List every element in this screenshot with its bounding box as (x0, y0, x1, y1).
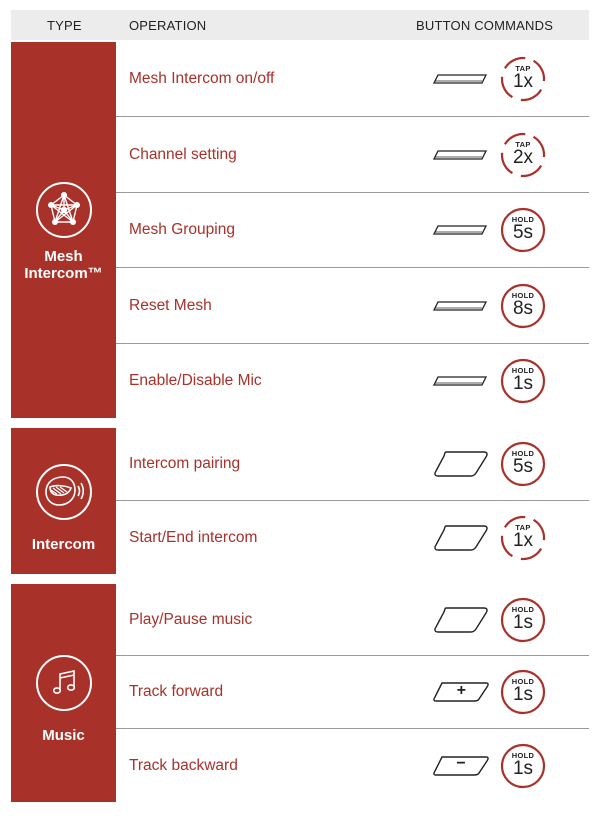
large-button-icon (432, 524, 490, 552)
header-operation: OPERATION (129, 18, 207, 33)
type-cell-mesh (11, 42, 116, 418)
badge-value: 5s (512, 456, 534, 477)
tap-badge (500, 56, 546, 102)
header-button-commands: BUTTON COMMANDS (416, 18, 554, 33)
operations-intercom (116, 428, 589, 574)
hold-badge (500, 743, 546, 789)
operation-label: Channel setting (129, 145, 237, 163)
hold-badge (500, 669, 546, 715)
operation-label: Track forward (129, 683, 224, 700)
badge-action: TAP (515, 64, 531, 73)
operation-label: Enable/Disable Mic (129, 372, 262, 389)
table-row (116, 584, 589, 656)
plus-symbol: + (456, 682, 466, 699)
mesh-network-icon (36, 182, 92, 238)
type-label-music (11, 727, 116, 744)
operation-label: Track backward (129, 756, 238, 774)
badge-value: 1s (512, 684, 534, 705)
section-intercom (11, 428, 589, 574)
badge-value: 1s (512, 373, 534, 394)
badge-action: HOLD (511, 366, 535, 375)
operation-label: Intercom pairing (129, 455, 241, 472)
table-row (116, 42, 589, 117)
operations-music (116, 584, 589, 802)
badge-value: 8s (512, 297, 534, 319)
table-row (116, 117, 589, 193)
table-row (116, 501, 589, 574)
flat-button-icon (432, 375, 488, 387)
hold-badge (500, 358, 546, 404)
type-label-line1: Music (42, 727, 85, 744)
music-note-icon (36, 655, 92, 711)
helmet-intercom-icon (36, 464, 92, 520)
table-row (116, 268, 589, 344)
operations-mesh (116, 42, 589, 418)
badge-value: 5s (512, 222, 534, 243)
large-button-icon (432, 450, 490, 478)
badge-value: 1s (512, 611, 534, 633)
table-row (116, 656, 589, 729)
badge-action: TAP (515, 139, 531, 149)
plus-button-icon (432, 681, 490, 703)
flat-button-icon (432, 73, 488, 85)
type-label-line1: Mesh (44, 248, 83, 265)
minus-button-icon (432, 755, 490, 777)
table-row (116, 193, 589, 268)
table-row (116, 729, 589, 802)
flat-button-icon (432, 149, 488, 161)
section-music (11, 584, 589, 802)
table-row (116, 428, 589, 501)
badge-value: 2x (512, 146, 534, 168)
operation-label: Start/End intercom (129, 528, 258, 546)
type-label-line1: Intercom (31, 536, 96, 553)
operation-label: Mesh Grouping (129, 221, 235, 238)
type-label-intercom (11, 536, 116, 553)
hold-badge (500, 283, 546, 329)
operation-label: Mesh Intercom on/off (129, 70, 275, 87)
tap-badge (500, 132, 546, 178)
minus-symbol: − (456, 754, 466, 772)
badge-action: HOLD (511, 215, 535, 224)
type-label-mesh (11, 248, 116, 282)
table-row (116, 344, 589, 418)
type-cell-music (11, 584, 116, 802)
operation-label: Reset Mesh (129, 296, 212, 314)
type-cell-intercom (11, 428, 116, 574)
badge-action: TAP (515, 522, 531, 532)
table-header (11, 10, 589, 40)
badge-action: HOLD (511, 290, 535, 300)
section-mesh-intercom (11, 42, 589, 418)
badge-action: HOLD (511, 604, 535, 614)
badge-action: HOLD (511, 677, 535, 686)
badge-action: HOLD (511, 449, 535, 458)
badge-value: 1x (512, 529, 534, 551)
badge-action: HOLD (511, 750, 535, 760)
operation-label: Play/Pause music (129, 610, 253, 628)
type-label-line2: Intercom™ (24, 265, 103, 282)
hold-badge (500, 441, 546, 487)
badge-value: 1s (512, 757, 534, 779)
flat-button-icon (432, 224, 488, 236)
hold-badge (500, 207, 546, 253)
tap-badge (500, 515, 546, 561)
badge-value: 1x (512, 71, 534, 92)
hold-badge (500, 597, 546, 643)
large-button-icon (432, 606, 490, 634)
header-type: TYPE (47, 18, 82, 33)
flat-button-icon (432, 300, 488, 312)
